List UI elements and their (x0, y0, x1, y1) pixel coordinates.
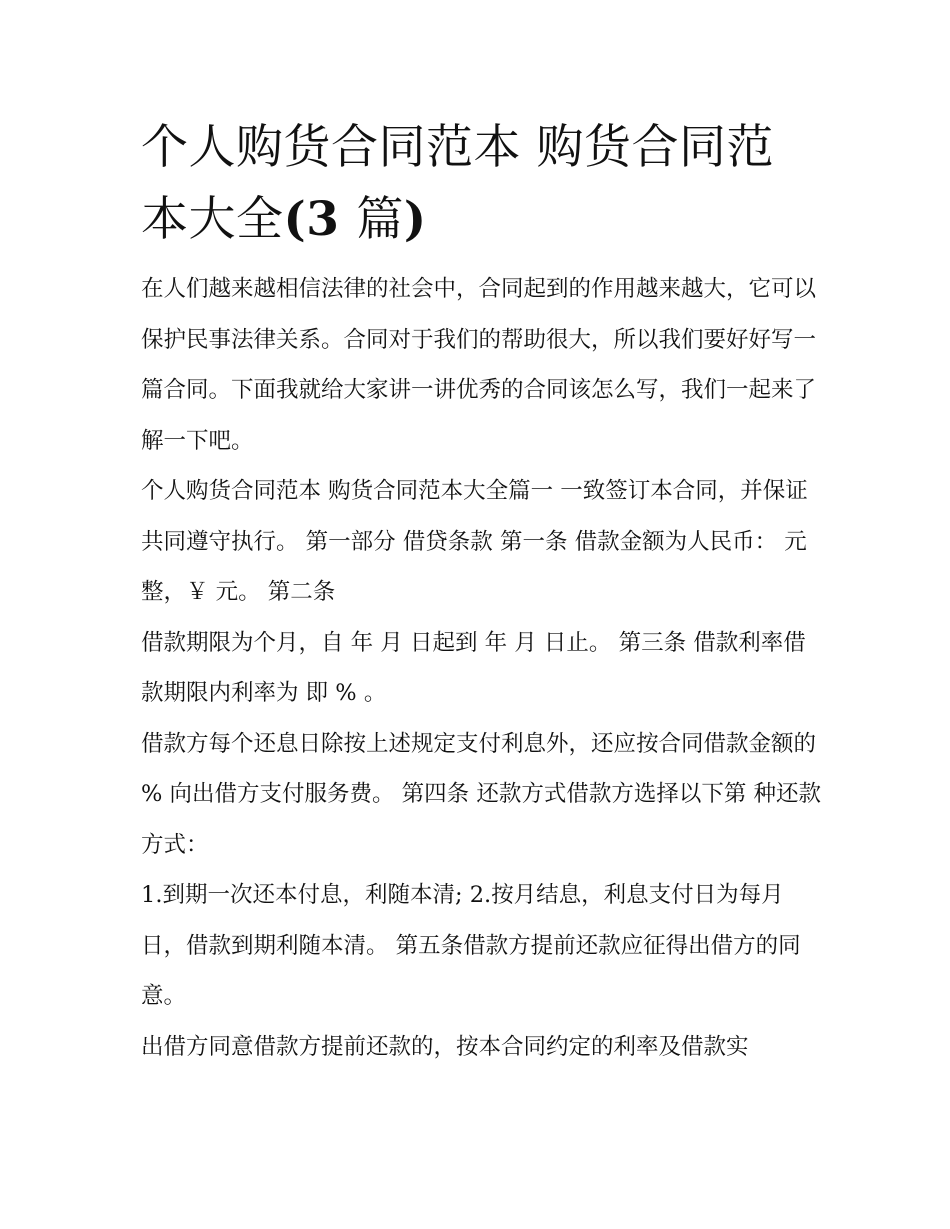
title-count-unit: 篇 (356, 192, 404, 247)
paragraph-service-fee: 借款方每个还息日除按上述规定支付利息外，还应按合同借款金额的 % 向出借方支付服务费。 第四条 还款方式借款方选择以下第 种还款方式： (141, 730, 821, 858)
paragraph-article-2-3: 借款期限为个月，自 年 月 日起到 年 月 日止。 第三条 借款利率借款期限内利率为 即 % 。 (141, 629, 806, 706)
paragraph-article-1: 个人购货合同范本 购货合同范本大全篇一 一致签订本合同，并保证共同遵守执行。 第一部分 借贷条款 第一条 借款金额为人民币： 元整，￥ 元。 第二条 (141, 478, 808, 605)
paragraph-repayment-methods: 1.到期一次还本付息，利随本清; 2.按月结息，利息支付日为每月 日，借款到期利随本清。 第五条借款方提前还款应征得出借方的同意。 (141, 882, 801, 1009)
paragraph-intro: 在人们越来越相信法律的社会中，合同起到的作用越来越大，它可以保护民事法律关系。合同对于我们的帮助很大，所以我们要好好写一篇合同。下面我就给大家讲一讲优秀的合同该怎么写，我们一起来了解一下吧。 (141, 276, 817, 454)
paragraph-early-repayment: 出借方同意借款方提前还款的，按本合同约定的利率及借款实 (141, 1033, 749, 1060)
title-text: 个人购货合同范本 购货合同范本大全 (141, 120, 774, 247)
title-count-close: ) (403, 192, 427, 247)
document-title (141, 112, 821, 256)
title-count-open: (3 (283, 192, 357, 247)
document-page (141, 112, 821, 1072)
